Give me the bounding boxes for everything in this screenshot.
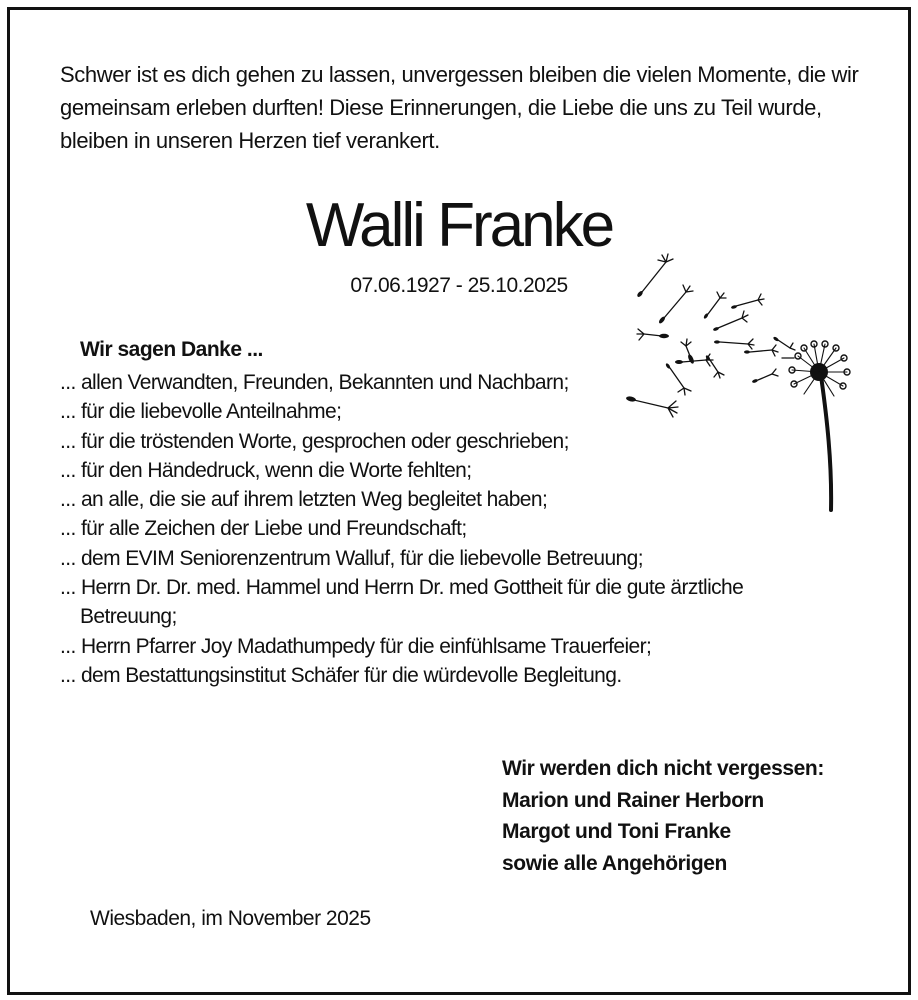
intro-line: gemeinsam erleben durften! Diese Erinnerungen, die Liebe die uns zu Teil wurde, [60, 95, 822, 120]
signature-line: Margot und Toni Franke [502, 820, 731, 843]
list-item: ... für die tröstenden Worte, gesprochen oder geschrieben; [60, 429, 569, 453]
list-item: ... an alle, die sie auf ihrem letzten Weg begleitet haben; [60, 488, 548, 512]
intro-line: bleiben in unseren Herzen tief verankert. [60, 128, 440, 153]
intro-line: Schwer ist es dich gehen zu lassen, unvergessen bleiben die vielen Momente, die wir [60, 62, 859, 87]
list-item: ... für alle Zeichen der Liebe und Freundschaft; [60, 517, 467, 541]
list-item-continuation: Betreuung; [80, 605, 177, 629]
list-item: ... für den Händedruck, wenn die Worte fehlten; [60, 458, 472, 482]
list-item: ... allen Verwandten, Freunden, Bekannten und Nachbarn; [60, 371, 569, 394]
list-item: ... Herrn Dr. Dr. med. Hammel und Herrn Dr. med Gottheit für die gute ärztliche [60, 576, 744, 600]
thanks-list [60, 368, 840, 690]
signature-line: Marion und Rainer Herborn [502, 788, 764, 812]
list-item: ... Herrn Pfarrer Joy Madathumpedy für die einfühlsame Trauerfeier; [60, 634, 652, 658]
intro-text [60, 58, 860, 157]
list-item: ... dem Bestattungsinstitut Schäfer für die würdevolle Begleitung. [60, 663, 622, 687]
life-dates: 07.06.1927 - 25.10.2025 [350, 274, 568, 297]
list-item: ... dem EVIM Seniorenzentrum Walluf, für die liebevolle Betreuung; [60, 546, 643, 570]
signature-block [502, 753, 824, 879]
signature-line: sowie alle Angehörigen [502, 851, 727, 875]
thanks-heading: Wir sagen Danke ... [80, 338, 263, 361]
place-date: Wiesbaden, im November 2025 [90, 907, 371, 930]
deceased-name: Walli Franke [305, 191, 613, 260]
list-item: ... für die liebevolle Anteilnahme; [60, 400, 342, 424]
signature-line: Wir werden dich nicht vergessen: [502, 757, 824, 780]
